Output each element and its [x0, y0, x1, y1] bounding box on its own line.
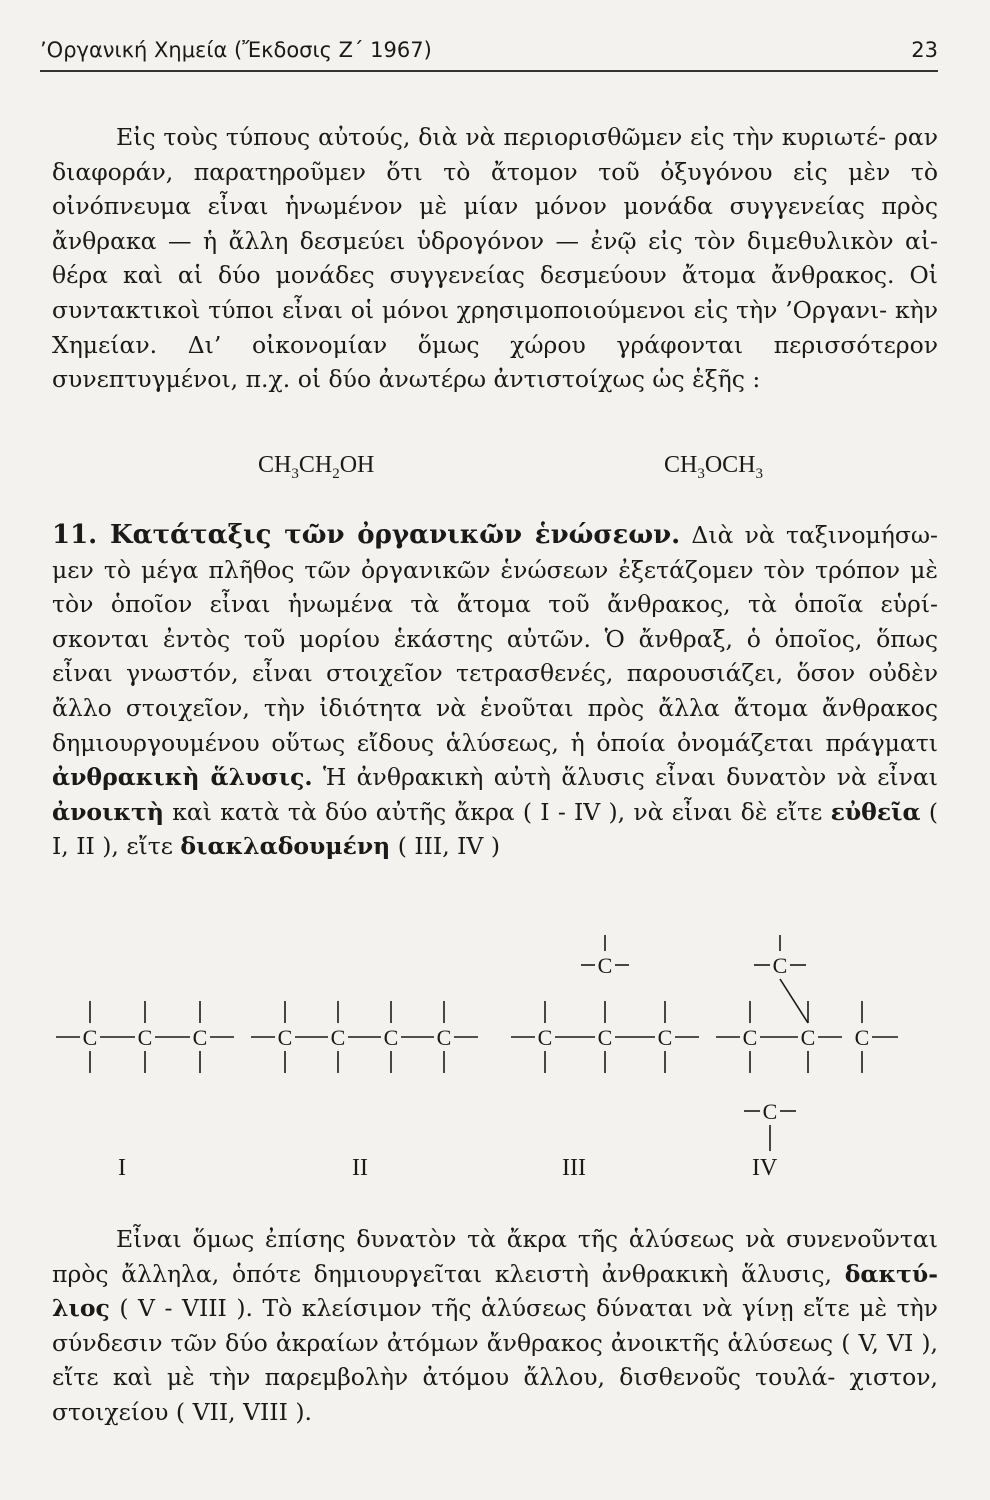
carbon-atom: C	[772, 953, 788, 978]
para1-line: κὴν Χημείαν. Δι’ οἰκονομίαν ὅμως χώρου γράφονται περισσότερον	[52, 295, 938, 359]
carbon-atom: C	[330, 1025, 346, 1050]
carbon-atom: C	[597, 953, 613, 978]
section-title: 11. Κατάταξις τῶν ὀργανικῶν ἑνώσεων.	[52, 520, 681, 550]
term-straight: εὐθεῖα	[830, 797, 921, 826]
section-line: μεν τὸ μέγα πλῆθος τῶν ὀργανικῶν ἑνώσεων ἐξετάζομεν τὸν τρόπον	[52, 555, 901, 584]
carbon-atom: C	[657, 1025, 673, 1050]
page-number: 23	[911, 38, 938, 62]
structure-label-III: III	[562, 1155, 586, 1181]
para1-line: συνεπτυγμένοι, π.χ. οἱ δύο ἀνωτέρω ἀντιστοίχως ὡς ἑξῆς :	[52, 365, 761, 394]
carbon-atom: C	[383, 1025, 399, 1050]
section-line: εἶναι γνωστόν, εἶναι στοιχεῖον τετρασθενές, παρουσιάζει, ὅσον οὐδὲν	[52, 659, 938, 688]
structures-drawing	[40, 925, 940, 1155]
structure-label-II: II	[352, 1155, 368, 1181]
carbon-atom: C	[762, 1099, 778, 1124]
carbon-atom: C	[854, 1025, 870, 1050]
para1-line: ραν διαφοράν, παρατηροῦμεν ὅτι τὸ ἄτομον τοῦ ὀξυγόνου εἰς μὲν τὸ	[52, 123, 938, 186]
section-line: μὲ τὸν ὁποῖον εἶναι ἡνωμένα τὰ ἄτομα τοῦ ἄνθρακος, τὰ ὁποῖα εὑρί-	[52, 555, 938, 619]
carbon-atom: C	[800, 1025, 816, 1050]
carbon-chain-structures	[40, 925, 940, 1195]
carbon-atom: C	[277, 1025, 293, 1050]
structure-label-IV: IV	[752, 1155, 778, 1181]
carbon-atom: C	[436, 1025, 452, 1050]
para1-line: οἰνόπνευμα εἶναι ἡνωμένον μὲ μίαν μόνον μονάδα συγγενείας πρὸς	[52, 192, 938, 221]
section-line: ἄλλο στοιχεῖον, τὴν ἰδιότητα νὰ ἑνοῦται πρὸς ἄλλα ἄτομα ἄνθρακος	[52, 693, 938, 722]
paragraph-rings: Εἶναι ὅμως ἐπίσης δυνατὸν τὰ ἄκρα τῆς ἁλύσεως νὰ συνενοῦνται πρὸς ἄλληλα, ὁπότε δημιουργεῖται κλειστὴ ἀνθρακικὴ ἅλυσις, δακτύ- λιος ( V - VIII ). Τὸ κλείσιμον τῆς ἁλύσεως δύναται νὰ γίνῃ εἴτε μὲ τὴν σύνδεσιν τῶν δύο ἀκραίων ἀτόμων ἄνθρακος ἀνοικτῆς ἁλύσεως ( V, VI ), εἴτε καὶ μὲ τὴν παρεμβολὴν ἀτόμου ἄλλου, δισθενοῦς τουλά- χιστον, στοιχείου ( VII, VIII ).	[52, 1225, 938, 1426]
section-11: 11. Κατάταξις τῶν ὀργανικῶν ἑνώσεων. Διὰ νὰ ταξινομήσω- μεν τὸ μέγα πλῆθος τῶν ὀργανικῶν ἑνώσεων ἐξετάζομεν τὸν τρόπον μὲ τὸν ὁποῖον εἶναι ἡνωμένα τὰ ἄτομα τοῦ ἄνθρακος, τὰ ὁποῖα εὑρί- σκονται ἐντὸς τοῦ μορίου ἑκάστης αὐτῶν. Ὁ ἄνθραξ, ὁ ὁποῖος, ὅπως εἶναι γνωστόν, εἶναι στοιχεῖον τετρασθενές, παρουσιάζει, ὅσον οὐδὲν ἄλλο στοιχεῖον, τὴν ἰδιότητα νὰ ἑνοῦται πρὸς ἄλλα ἄτομα ἄνθρακος δημιουργουμένου οὕτως εἴδους ἁλύσεως, ἡ ὁποία ὀνομάζεται πράγματι ἀνθρακικὴ ἅλυσις. Ἡ ἀνθρακικὴ αὐτὴ ἅλυσις εἶναι δυνατὸν νὰ εἶναι ἀνοικτὴ καὶ κατὰ τὰ δύο αὐτῆς ἄκρα ( I - IV ), νὰ εἶναι δὲ εἴτε εὐθεῖα ( I, II ), εἴτε διακλαδουμένη ( III, IV )	[52, 520, 938, 861]
section-line: δημιουργουμένου οὕτως εἴδους ἁλύσεως, ἡ ὁποία ὀνομάζεται πράγματι	[52, 728, 938, 757]
structure-label-I: I	[118, 1155, 126, 1181]
paragraph-structural-formulas	[52, 120, 938, 397]
header-rule	[40, 70, 938, 72]
para1-line: Εἰς τοὺς τύπους αὐτούς, διὰ νὰ περιορισθῶμεν εἰς τὴν κυριωτέ-	[116, 123, 887, 151]
term-carbon-chain: ἀνθρακικὴ ἅλυσις.	[52, 763, 313, 792]
term-branched: διακλαδουμένη	[180, 832, 391, 861]
term-ring: δακτύ-	[844, 1259, 938, 1288]
running-title: ’Οργανική Χημεία (Ἔκδοσις Ζ΄ 1967)	[40, 38, 432, 62]
section-line: σκονται ἐντὸς τοῦ μορίου ἑκάστης αὐτῶν. Ὁ ἄνθραξ, ὁ ὁποῖος, ὅπως	[52, 624, 938, 653]
formula-dimethyl-ether: $CH_3OCH_3$	[664, 452, 764, 482]
para1-line: συντακτικοὶ τύποι εἶναι οἱ μόνοι χρησιμοποιούμενοι εἰς τὴν ’Οργανι-	[52, 295, 888, 324]
para1-line: θέρα καὶ αἱ δύο μονάδες συγγενείας δεσμεύουν ἄτομα ἄνθρακος. Οἱ	[52, 261, 938, 290]
bond	[780, 979, 808, 1023]
carbon-atom: C	[537, 1025, 553, 1050]
term-open: ἀνοικτὴ	[52, 797, 164, 826]
carbon-atom: C	[192, 1025, 208, 1050]
carbon-atom: C	[82, 1025, 98, 1050]
para1-line: ἄνθρακα — ἡ ἄλλη δεσμεύει ὑδρογόνον — ἐνῷ εἰς τὸν διμεθυλικὸν αἰ-	[52, 226, 938, 255]
formula-ethanol: $CH_3CH_2OH$	[258, 452, 375, 482]
page-header	[40, 34, 938, 74]
carbon-atom: C	[137, 1025, 153, 1050]
carbon-atom: C	[597, 1025, 613, 1050]
carbon-atom: C	[742, 1025, 758, 1050]
section-line: Διὰ νὰ ταξινομήσω-	[680, 521, 938, 549]
